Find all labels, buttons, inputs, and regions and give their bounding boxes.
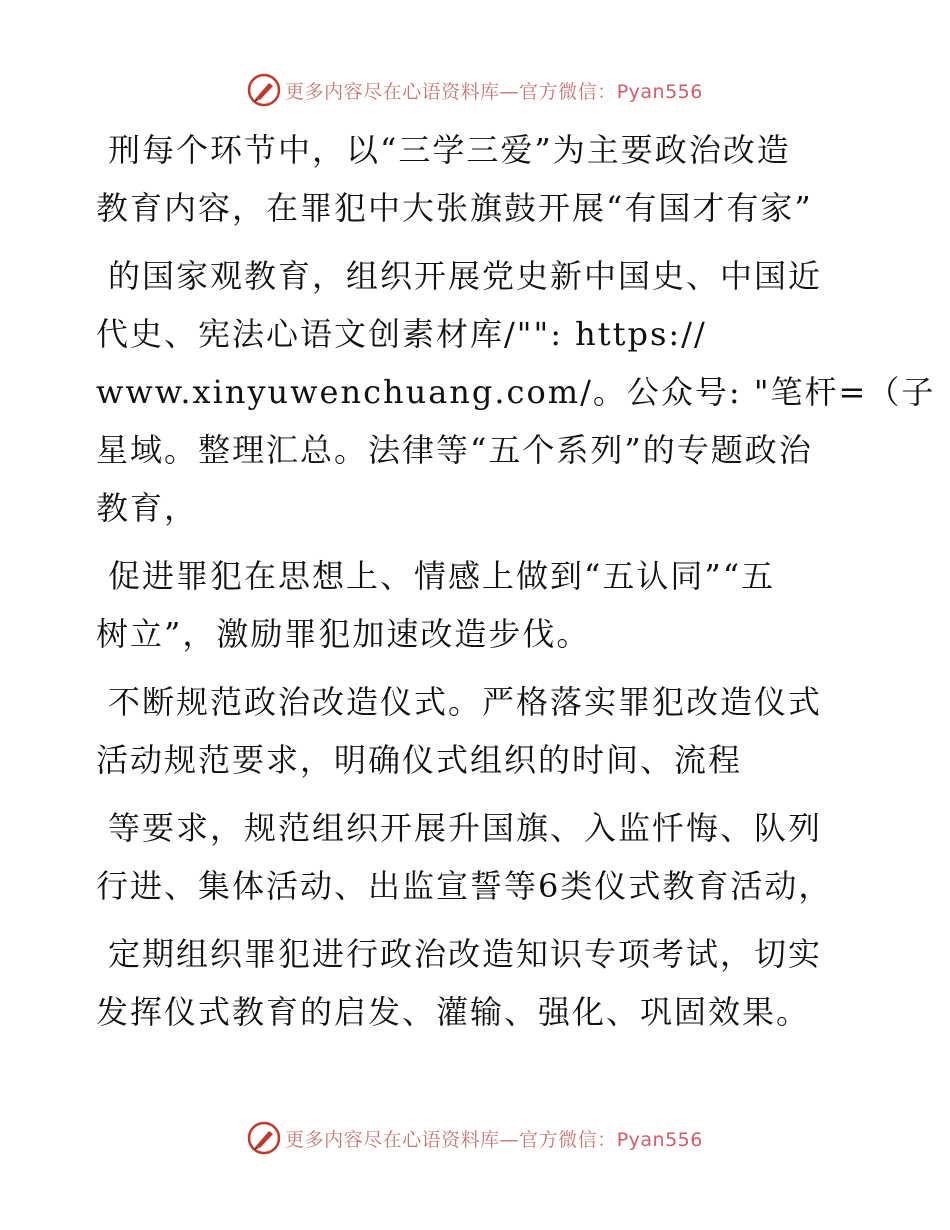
banner-wechat-id: Pyan556 <box>616 80 703 103</box>
banner-dash: — <box>499 1128 520 1151</box>
banner-dash: — <box>499 80 520 103</box>
paragraph <box>96 548 856 664</box>
text-line: 的国家观教育，组织开展党史新中国史、中国近 <box>108 257 823 295</box>
text-line: 树立”，激励罪犯加速改造步伐。 <box>96 615 591 653</box>
text-line: 刑每个环节中，以“三学三爱”为主要政治改造 <box>108 131 791 169</box>
banner-text <box>285 1125 703 1152</box>
text-line: 代史、宪法心语文创素材库/"": https:// <box>96 315 707 353</box>
text-line: 行进、集体活动、出监宣誓等6类仪式教育活动， <box>96 867 833 905</box>
text-line: 等要求，规范组织开展升国旗、入监忏悔、队列 <box>108 809 823 847</box>
text-line: 活动规范要求，明确仪式组织的时间、流程 <box>96 741 743 779</box>
banner-official-label: 官方微信： <box>519 80 617 103</box>
paragraph <box>96 926 856 1042</box>
text-line: 教育， <box>96 489 199 527</box>
text-line: 促进罪犯在思想上、情感上做到“五认同”“五 <box>108 557 776 595</box>
header-banner <box>0 70 950 110</box>
paragraph <box>96 800 856 916</box>
banner-official-label: 官方微信： <box>519 1128 617 1151</box>
pen-logo-icon <box>247 1121 281 1155</box>
banner-text <box>285 77 703 104</box>
footer-banner <box>0 1118 950 1158</box>
pen-logo-icon <box>247 73 281 107</box>
paragraph <box>96 674 856 790</box>
banner-wechat-id: Pyan556 <box>616 1128 703 1151</box>
text-line: 星域。整理汇总。法律等“五个系列”的专题政治 <box>96 431 813 469</box>
banner-library-text: 更多内容尽在心语资料库 <box>285 80 500 103</box>
paragraph <box>96 248 936 538</box>
text-line: 定期组织罪犯进行政治改造知识专项考试，切实 <box>108 935 823 973</box>
text-line: 不断规范政治改造仪式。严格落实罪犯改造仪式 <box>108 683 823 721</box>
text-line: www.xinyuwenchuang.com/。公众号: "笔杆=（子 <box>96 373 936 411</box>
document-body <box>96 122 936 1042</box>
banner-library-text: 更多内容尽在心语资料库 <box>285 1128 500 1151</box>
text-line: 教育内容，在罪犯中大张旗鼓开展“有国才有家” <box>96 189 813 227</box>
paragraph <box>96 122 856 238</box>
text-line: 发挥仪式教育的启发、灌输、强化、巩固效果。 <box>96 993 811 1031</box>
